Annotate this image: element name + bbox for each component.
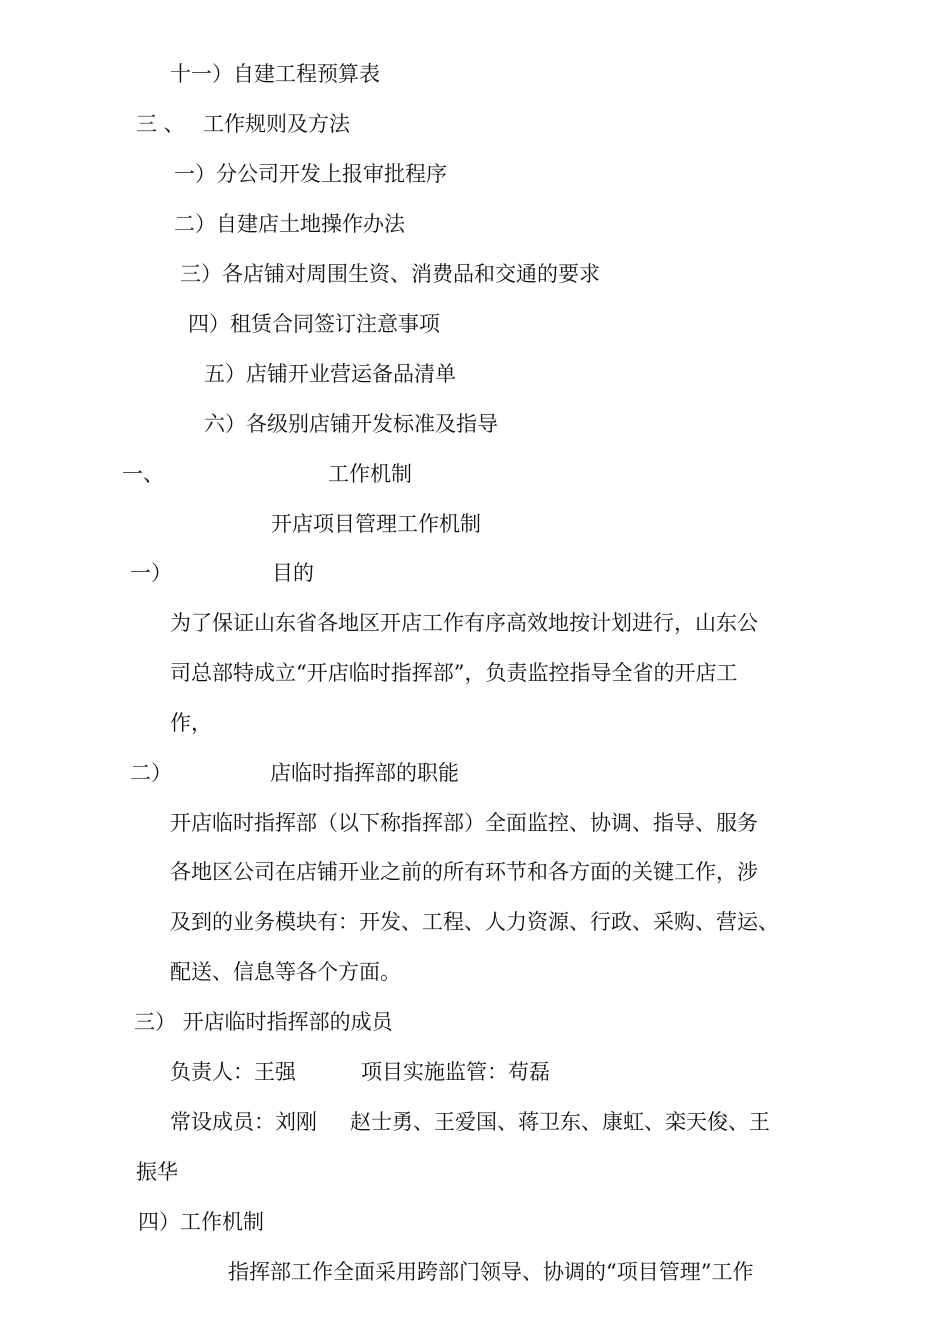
toc-item-store-requirements: 三）各店铺对周围生资、消费品和交通的要求 [180, 262, 600, 286]
item-work-mechanism-heading: 四）工作机制 [138, 1210, 264, 1234]
member-leader: 负责人：王强 [170, 1060, 296, 1084]
paragraph-line: 开店临时指挥部（以下称指挥部）全面监控、协调、指导、服务 [170, 811, 758, 835]
toc-item-approval-procedure: 一）分公司开发上报审批程序 [174, 162, 447, 186]
section-number-three: 三 、 [136, 112, 185, 136]
toc-item-lease-contract: 四）租赁合同签订注意事项 [188, 312, 440, 336]
item-title-purpose: 目的 [272, 561, 314, 585]
paragraph-line: 指挥部工作全面采用跨部门领导、协调的“项目管理”工作 [228, 1260, 754, 1284]
item-number-two: 二） [130, 761, 172, 785]
toc-item-store-standards: 六）各级别店铺开发标准及指导 [204, 412, 498, 436]
toc-item-opening-supplies: 五）店铺开业营运备品清单 [204, 362, 456, 386]
toc-item-land-operation: 二）自建店土地操作办法 [174, 212, 405, 236]
member-supervisor: 项目实施监管：苟磊 [361, 1060, 550, 1084]
paragraph-line: 作， [170, 711, 212, 735]
heading-number-one: 一、 [122, 462, 164, 486]
toc-item-self-build-budget: 十一）自建工程预算表 [170, 62, 380, 86]
member-permanent-list-cont: 振华 [136, 1160, 178, 1184]
section-title-rules-methods: 工作规则及方法 [203, 112, 350, 136]
member-permanent-list: 赵士勇、王爱国、蒋卫东、康虹、栾天俊、王 [350, 1110, 770, 1134]
paragraph-line: 配送、信息等各个方面。 [170, 960, 401, 984]
heading-work-mechanism: 工作机制 [328, 462, 412, 486]
subtitle-project-management-mechanism: 开店项目管理工作机制 [271, 512, 481, 536]
member-permanent-label: 常设成员：刘刚 [170, 1110, 317, 1134]
item-number-one: 一） [130, 561, 172, 585]
paragraph-line: 为了保证山东省各地区开店工作有序高效地按计划进行，山东公 [170, 611, 758, 635]
item-members-heading: 三） 开店临时指挥部的成员 [134, 1010, 393, 1034]
item-title-functions: 店临时指挥部的职能 [270, 761, 459, 785]
paragraph-line: 司总部特成立“开店临时指挥部”，负责监控指导全省的开店工 [170, 661, 738, 685]
paragraph-line: 各地区公司在店铺开业之前的所有环节和各方面的关键工作，涉 [170, 860, 758, 884]
paragraph-line: 及到的业务模块有：开发、工程、人力资源、行政、采购、营运、 [170, 910, 779, 934]
